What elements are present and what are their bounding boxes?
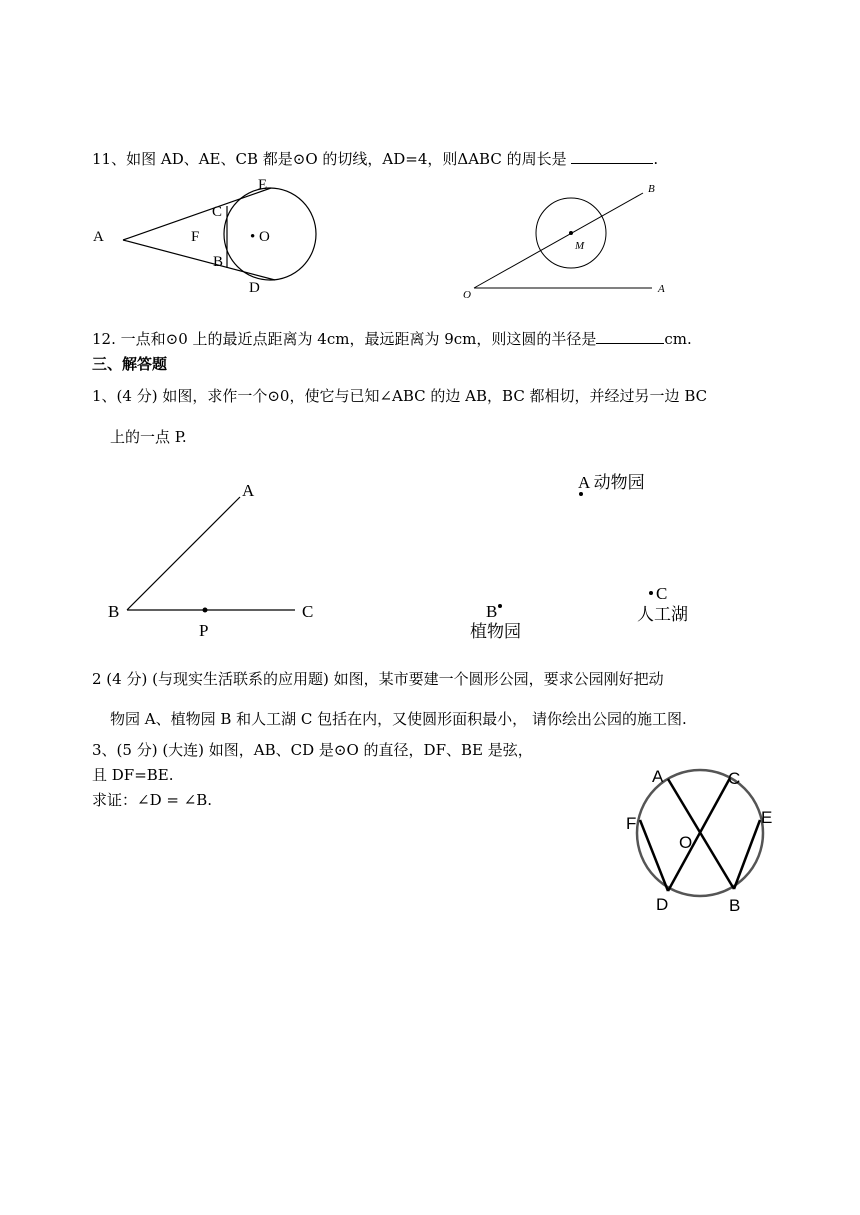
chord-be bbox=[734, 820, 760, 889]
p3-label-d: D bbox=[656, 895, 669, 914]
p3-label-o: O bbox=[679, 833, 693, 852]
side-ba bbox=[127, 497, 240, 610]
map-label-c: C bbox=[656, 584, 668, 603]
map-label-a: A 动物园 bbox=[578, 473, 645, 492]
p3-line2: 且 DF=BE. bbox=[92, 766, 174, 784]
p3-line3: 求证：∠D = ∠B. bbox=[92, 791, 213, 809]
label-a: A bbox=[93, 229, 104, 245]
center-m-dot bbox=[569, 231, 573, 235]
label-angle-b: B bbox=[108, 602, 120, 621]
q12-text bbox=[92, 328, 692, 349]
tangent-ad bbox=[123, 240, 275, 280]
q11-stem: 11、如图 AD、AE、CB 都是⊙O 的切线，AD=4，则ΔABC 的周长是 bbox=[92, 150, 572, 168]
p3-label-c: C bbox=[728, 769, 741, 788]
q12-stem: 12. 一点和⊙0 上的最近点距离为 4cm，最远距离为 9cm，则这圆的半径是 bbox=[92, 330, 597, 348]
p2-line2: 物园 A、植物园 B 和人工湖 C 包括在内，又使圆形面积最小， 请你绘出公园的施工图. bbox=[110, 710, 687, 728]
ray-ob bbox=[474, 193, 643, 288]
p1-figure-angle bbox=[127, 497, 295, 610]
label-d: D bbox=[249, 280, 260, 296]
label-angle-a: A bbox=[242, 481, 255, 500]
p3-line1: 3、(5 分) (大连) 如图，AB、CD 是⊙O 的直径，DF、BE 是弦， bbox=[92, 741, 533, 759]
q11-figure-angle-circle bbox=[474, 193, 652, 288]
chord-df bbox=[640, 820, 668, 891]
label-o: • O bbox=[250, 229, 270, 245]
p3-figure-circle bbox=[637, 770, 763, 896]
map-point-a bbox=[579, 492, 583, 496]
p1-line2: 上的一点 P. bbox=[110, 428, 187, 446]
p2-line1: 2 (4 分) (与现实生活联系的应用题) 如图，某市要建一个圆形公园，要求公园刚好把动 bbox=[92, 670, 664, 688]
circle-o bbox=[224, 188, 316, 280]
p3-label-e: E bbox=[761, 808, 773, 827]
map-label-b: B bbox=[486, 602, 498, 621]
label-m: M bbox=[575, 240, 585, 252]
p3-label-b: B bbox=[729, 896, 741, 915]
map-point-c bbox=[649, 591, 653, 595]
label-vertex-o: O bbox=[463, 289, 471, 301]
p3-label-a: A bbox=[652, 767, 664, 786]
map-point-b bbox=[498, 604, 502, 608]
label-e: E bbox=[258, 177, 268, 193]
q12-answer-blank[interactable] bbox=[596, 328, 664, 344]
q11-end: . bbox=[653, 150, 659, 168]
section-title: 三、解答题 bbox=[92, 355, 168, 373]
map-label-c-name: 人工湖 bbox=[637, 605, 688, 624]
q12-end: cm. bbox=[664, 330, 692, 348]
p1-line1: 1、(4 分) 如图，求作一个⊙0，使它与已知∠ABC 的边 AB，BC 都相切，并经过另一边 BC bbox=[92, 387, 708, 405]
label-angle-p: P bbox=[199, 621, 209, 640]
label-c: C bbox=[212, 204, 223, 220]
label-b: B bbox=[213, 254, 224, 270]
point-p-dot bbox=[203, 608, 208, 613]
label-ray-b: B bbox=[648, 183, 655, 195]
p3-label-f: F bbox=[626, 814, 637, 833]
label-angle-c: C bbox=[302, 602, 314, 621]
map-label-b-name: 植物园 bbox=[470, 622, 521, 641]
label-ray-a: A bbox=[658, 283, 665, 295]
label-f: F bbox=[191, 229, 200, 245]
